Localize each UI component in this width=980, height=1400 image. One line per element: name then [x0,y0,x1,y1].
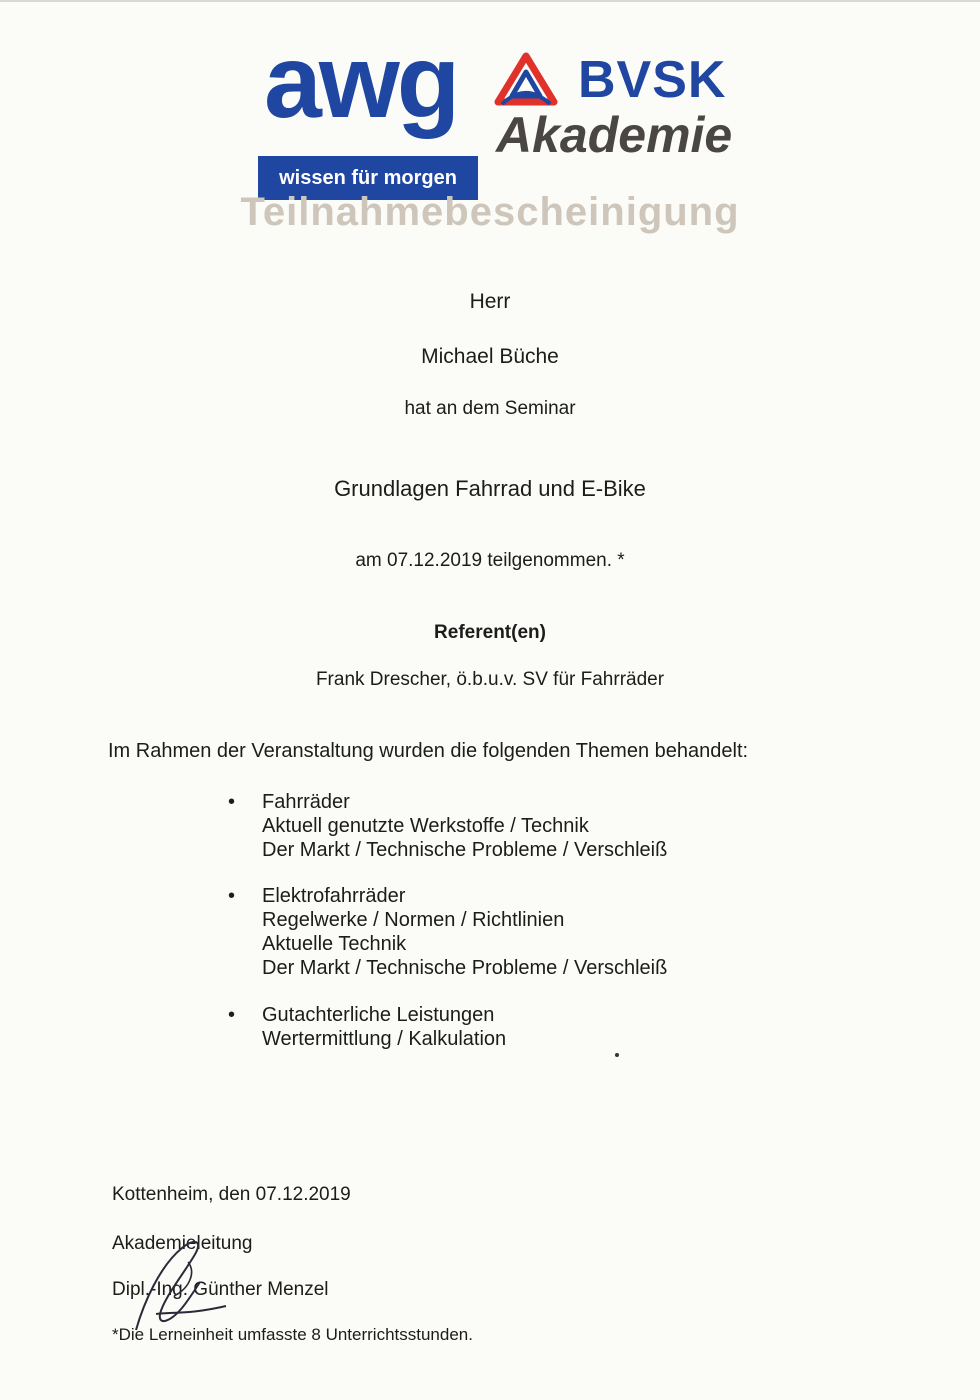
bullet-icon: • [228,791,236,813]
speakers-heading: Referent(en) [434,622,546,643]
topic-line: Der Markt / Technische Probleme / Verschleiß [262,839,668,861]
awg-logo [258,24,478,189]
participant-name: Michael Büche [421,345,559,368]
document-title: Teilnahmebescheinigung [240,190,740,234]
topic-lines [262,1003,506,1051]
speakers-list: Frank Drescher, ö.b.u.v. SV für Fahrräder [315,669,665,690]
topic-line: Der Markt / Technische Probleme / Verschleiß [262,957,668,979]
topic-line: Aktuelle Technik [262,933,407,955]
topic-line: Wertermittlung / Kalkulation [262,1028,507,1050]
bvsk-logo-akademie: Akademie [496,107,733,163]
topic-heading: Gutachterliche Leistungen [262,1004,495,1026]
bvsk-logo [492,44,732,168]
awg-logo-tagline: wissen für morgen [258,156,478,200]
awg-logo-wordmark: awg [264,24,458,140]
handwritten-signature [130,1222,250,1342]
topic-line: Regelwerke / Normen / Richtlinien [262,909,565,931]
bullet-icon: • [228,1004,236,1026]
topic-lines [262,790,667,862]
top-edge-line [0,0,980,2]
seminar-title: Grundlagen Fahrrad und E-Bike [334,476,646,501]
bvsk-triangle-icon [494,52,558,108]
signer-name: Dipl.-Ing. Günther Menzel [112,1279,329,1300]
salutation: Herr [469,290,511,313]
bvsk-logo-wordmark: BVSK [578,51,727,109]
topic-heading: Fahrräder [262,791,350,813]
place-and-date: Kottenheim, den 07.12.2019 [112,1184,351,1205]
bullet-icon: • [228,885,236,907]
scan-speck [614,1052,620,1058]
participation-date: am 07.12.2019 teilgenommen. * [355,550,625,571]
topic-heading: Elektrofahrräder [262,885,406,907]
seminar-intro: hat an dem Seminar [404,398,576,419]
footnote: *Die Lerneinheit umfasste 8 Unterrichtsstunden. [112,1325,473,1344]
signer-role: Akademieleitung [112,1233,253,1254]
themes-intro: Im Rahmen der Veranstaltung wurden die folgenden Themen behandelt: [108,740,749,762]
topic-lines [262,884,667,980]
topic-line: Aktuell genutzte Werkstoffe / Technik [262,815,589,837]
